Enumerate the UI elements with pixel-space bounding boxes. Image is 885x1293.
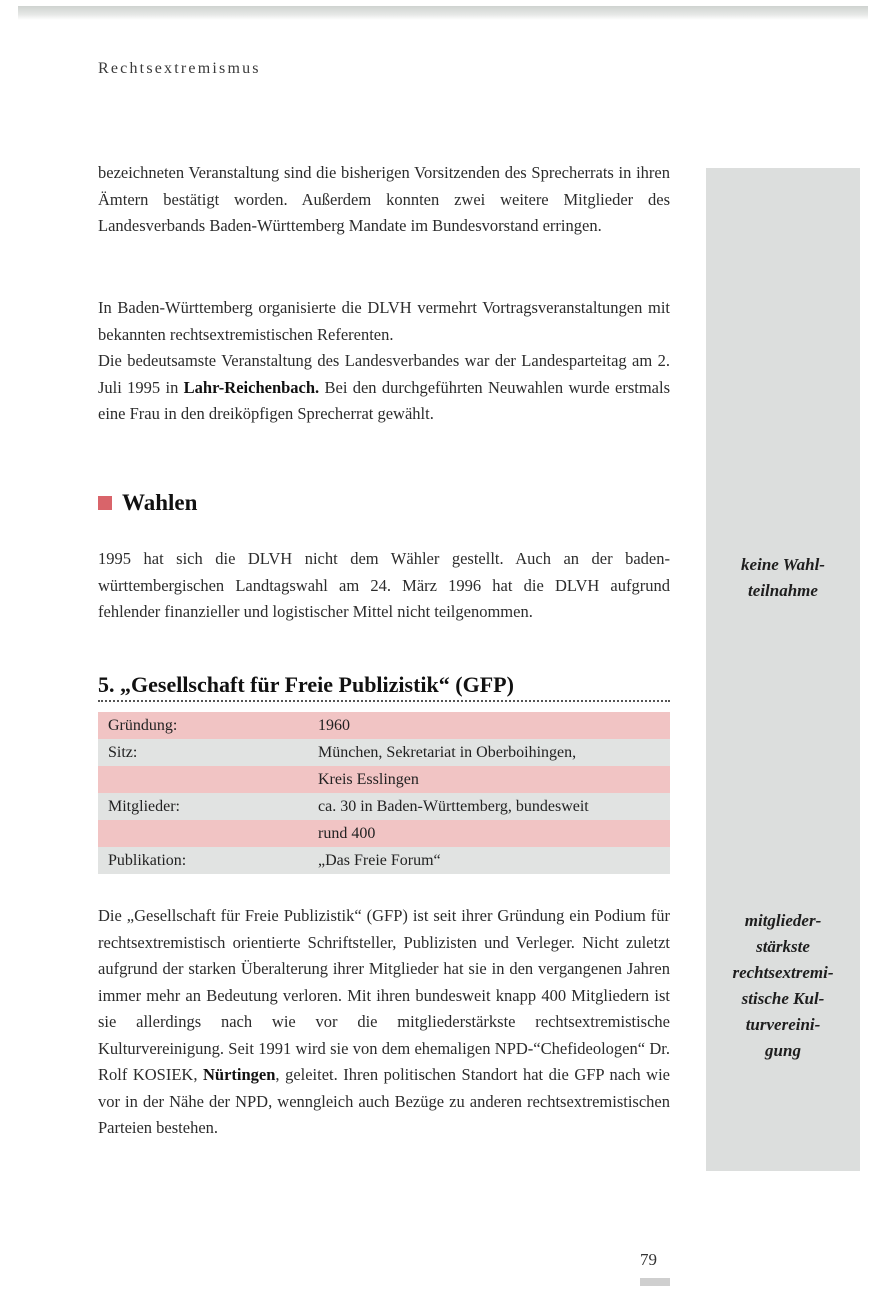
running-head: Rechtsextremismus [98, 60, 261, 77]
fact-row [98, 766, 670, 793]
top-decorative-bar [18, 6, 868, 20]
margin-note-line: stische Kul- [741, 989, 825, 1008]
margin-note-line: teilnahme [748, 581, 818, 600]
fact-value: 1960 [318, 716, 350, 734]
place-lahr-reichenbach: Lahr-Reichenbach. [183, 377, 320, 397]
paragraph-gfp-text: Die „Gesellschaft für Freie Publizistik“ (GFP) ist seit ihrer Gründung ein Podium für rechtsextremistisch orientierte Schriftsteller, Publizisten und Verleger. Nicht zuletzt aufgrund der starken Überalterung ihrer Mitglieder hat sie in den vergangenen Jahren immer mehr an Bedeutung verloren. Mit ihren bundesweit knapp 400 Mitgliedern ist sie allerdings nach wie vor die mitgliederstärkste rechtsextremistische Kulturvereinigung. Seit 1991 wird sie von dem ehemaligen NPD-“Chefideologen“ Dr. Rolf KOSIEK, [98, 906, 670, 1084]
fact-label: Publikation: [108, 851, 187, 869]
fact-value: rund 400 [318, 824, 376, 842]
fact-table [98, 712, 670, 874]
section-heading-gfp: 5. „Gesellschaft für Freie Publizistik“ (GFP) [98, 672, 670, 702]
margin-note-line: turvereini- [745, 1015, 821, 1034]
margin-note-line: stärkste [756, 937, 810, 956]
page-number: 79 [640, 1250, 657, 1269]
paragraph-gfp [98, 903, 670, 1142]
fact-row [98, 793, 670, 820]
paragraph-vortragsveranstaltungen: In Baden-Württemberg organisierte die DLVH vermehrt Vortragsveranstaltungen mit bekannten rechtsextremistischen Referenten. [98, 298, 670, 344]
margin-note-line: rechtsextremi- [732, 963, 834, 982]
paragraph-sprecherrat: bezeichneten Veranstaltung sind die bisherigen Vorsitzenden des Sprecherrats in ihren Ämtern bestätigt worden. Außerdem konnten zwei weitere Mitglieder des Landesverbands Baden-Württemberg Mandate im Bundesvorstand erringen. [98, 163, 670, 235]
page-tab-marker [640, 1278, 670, 1286]
place-nuertingen: Nürtingen [203, 1065, 276, 1084]
fact-value: München, Sekretariat in Oberboihingen, [318, 743, 577, 761]
fact-label: Mitglieder: [108, 797, 180, 815]
margin-note-line: keine Wahl- [741, 555, 825, 574]
section-heading-wahlen-label: Wahlen [122, 490, 198, 515]
fact-value: Kreis Esslingen [318, 770, 419, 788]
paragraph-wahlen: 1995 hat sich die DLVH nicht dem Wähler gestellt. Auch an der baden-württembergischen Landtagswahl am 24. März 1996 hat die DLVH aufgrund fehlender finanzieller und logistischer Mittel nicht teilgenommen. [98, 549, 670, 621]
paragraph-landesparteitag-text-end: Bei den durchgeführten Neuwahlen wurde erstmals eine Frau in den dreiköpfigen Sprecherrat gewählt. [98, 377, 670, 423]
fact-row [98, 820, 670, 847]
fact-value: ca. 30 in Baden-Württemberg, bundesweit [318, 797, 589, 815]
fact-label: Sitz: [108, 743, 138, 761]
fact-row [98, 739, 670, 766]
margin-note-line: mitglieder- [744, 911, 822, 930]
fact-row [98, 847, 670, 874]
margin-note-line: gung [765, 1041, 801, 1060]
fact-label: Gründung: [108, 716, 178, 734]
fact-row [98, 712, 670, 739]
fact-value: „Das Freie Forum“ [318, 851, 441, 869]
paragraph-landesparteitag [98, 348, 670, 428]
margin-note-mitgliederstaerkste [706, 908, 860, 1064]
margin-note-keine-wahlteilnahme [706, 552, 860, 604]
section-marker-icon [98, 496, 112, 510]
section-heading-wahlen [98, 490, 197, 516]
paragraph-landesparteitag-text: Die bedeutsamste Veranstaltung des Landesverbandes war der Landesparteitag am 2. Juli 1995 in [98, 351, 670, 397]
paragraph-gfp-text-end: , geleitet. Ihren politischen Standort hat die GFP nach wie vor in der Nähe der NPD, wenngleich auch Bezüge zu anderen rechtsextremistischen Parteien bestehen. [98, 1065, 670, 1137]
